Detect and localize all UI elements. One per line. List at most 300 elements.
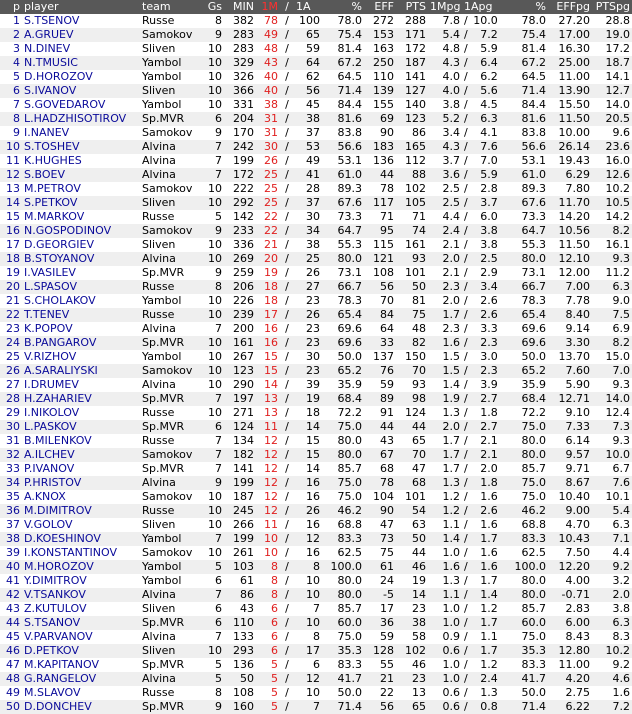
player-name[interactable]: I.KONSTANTINOV	[22, 546, 140, 560]
player-name[interactable]: M.HOROZOV	[22, 560, 140, 574]
points-per-game-cell: 9.3	[592, 434, 632, 448]
player-name[interactable]: M.PETROV	[22, 182, 140, 196]
points-per-game-cell: 14.2	[592, 210, 632, 224]
attempts-per-game-value: 2.4	[480, 672, 498, 685]
player-name[interactable]: S.TSENOV	[22, 14, 140, 28]
player-name[interactable]: I.NANEV	[22, 126, 140, 140]
header-made[interactable]: 1M	[256, 0, 280, 14]
slash-cell: /	[280, 602, 294, 616]
points-cell: 14	[396, 588, 428, 602]
points-cell: 171	[396, 28, 428, 42]
points-per-game-cell: 12.4	[592, 406, 632, 420]
points-per-game-cell: 9.3	[592, 378, 632, 392]
points-cell: 81	[396, 294, 428, 308]
slash-separator: /	[464, 238, 468, 251]
percent-2-cell: 83.3	[508, 658, 548, 672]
percent-cell: 65.2	[322, 364, 364, 378]
points-per-game-cell: 14.1	[592, 70, 632, 84]
made-cell: 10	[256, 546, 280, 560]
table-row	[0, 672, 632, 686]
attempts-cell: 53	[294, 140, 322, 154]
attempts-cell: 37	[294, 196, 322, 210]
player-name[interactable]: M.SLAVOV	[22, 686, 140, 700]
team-name: Sp.MVR	[140, 392, 198, 406]
points-cell: 23	[396, 602, 428, 616]
slash-separator: /	[464, 574, 468, 587]
points-per-game-cell: 10.1	[592, 490, 632, 504]
slash-separator: /	[464, 154, 468, 167]
percent-2-cell: 75.0	[508, 490, 548, 504]
points-cell: 19	[396, 574, 428, 588]
slash-cell: /	[280, 364, 294, 378]
made-cell: 12	[256, 476, 280, 490]
percent-cell: 50.0	[322, 350, 364, 364]
table-row	[0, 616, 632, 630]
header-attempts[interactable]: 1A	[294, 0, 322, 14]
efficiency-cell: 90	[364, 504, 396, 518]
table-row	[0, 574, 632, 588]
player-name[interactable]: N.TMUSIC	[22, 56, 140, 70]
points-cell: 172	[396, 42, 428, 56]
player-name[interactable]: L.HADZHISOTIROV	[22, 112, 140, 126]
points-cell: 123	[396, 112, 428, 126]
player-name[interactable]: S.TOSHEV	[22, 140, 140, 154]
efficiency-per-game-cell: 9.10	[548, 406, 592, 420]
minutes-cell: 50	[224, 672, 256, 686]
slash-cell: /	[280, 266, 294, 280]
rank-cell: 9	[0, 126, 22, 140]
points-per-game-cell: 18.7	[592, 56, 632, 70]
player-name[interactable]: A.KNOX	[22, 490, 140, 504]
rank-cell: 22	[0, 308, 22, 322]
rank-cell: 48	[0, 672, 22, 686]
points-cell: 23	[396, 672, 428, 686]
made-per-game-cell: 0.6	[428, 686, 462, 700]
player-name[interactable]: D.KOESHINOV	[22, 532, 140, 546]
percent-cell: 64.5	[322, 70, 364, 84]
made-per-game-cell: 2.0	[428, 252, 462, 266]
points-per-game-cell: 4.4	[592, 546, 632, 560]
rank-cell: 13	[0, 182, 22, 196]
points-cell: 54	[396, 504, 428, 518]
points-per-game-cell: 1.6	[592, 686, 632, 700]
slash-separator: /	[464, 126, 468, 139]
slash-cell: /	[280, 14, 294, 28]
games-cell: 10	[198, 546, 224, 560]
player-name[interactable]: B.STOYANOV	[22, 252, 140, 266]
rank-cell: 23	[0, 322, 22, 336]
attempts-per-game-value: 3.4	[480, 280, 498, 293]
attempts-per-game-value: 1.8	[480, 406, 498, 419]
player-name[interactable]: H.ZAHARIEV	[22, 392, 140, 406]
minutes-cell: 259	[224, 266, 256, 280]
attempts-per-game-cell	[462, 616, 508, 630]
minutes-cell: 336	[224, 238, 256, 252]
header-efficiency-per-game[interactable]: EFFpg	[548, 0, 592, 14]
table-row	[0, 14, 632, 28]
team-name: Yambol	[140, 98, 198, 112]
player-name[interactable]: S.BOEV	[22, 168, 140, 182]
games-cell: 10	[198, 490, 224, 504]
player-name[interactable]: V.TSANKOV	[22, 588, 140, 602]
minutes-cell: 160	[224, 700, 256, 714]
percent-cell: 41.7	[322, 672, 364, 686]
slash-separator: /	[464, 322, 468, 335]
minutes-cell: 239	[224, 308, 256, 322]
percent-2-cell: 62.5	[508, 546, 548, 560]
slash-cell: /	[280, 28, 294, 42]
slash-cell: /	[280, 70, 294, 84]
games-cell: 9	[198, 700, 224, 714]
attempts-per-game-value: 6.2	[480, 70, 498, 83]
points-per-game-cell: 11.2	[592, 266, 632, 280]
percent-2-cell: 80.0	[508, 588, 548, 602]
made-cell: 18	[256, 280, 280, 294]
efficiency-cell: 89	[364, 392, 396, 406]
attempts-per-game-cell	[462, 434, 508, 448]
table-row	[0, 602, 632, 616]
made-per-game-cell: 1.3	[428, 476, 462, 490]
efficiency-cell: 44	[364, 420, 396, 434]
attempts-cell: 26	[294, 308, 322, 322]
points-cell: 13	[396, 686, 428, 700]
efficiency-cell: 90	[364, 126, 396, 140]
player-name[interactable]: A.ILCHEV	[22, 448, 140, 462]
table-row	[0, 112, 632, 126]
efficiency-per-game-cell: 6.29	[548, 168, 592, 182]
points-per-game-cell: 3.8	[592, 602, 632, 616]
player-name[interactable]: M.MARKOV	[22, 210, 140, 224]
points-per-game-cell: 28.8	[592, 14, 632, 28]
header-made-per-game[interactable]: 1Mpg	[430, 0, 461, 13]
percent-cell: 50.0	[322, 686, 364, 700]
attempts-per-game-value: 2.1	[480, 448, 498, 461]
player-name[interactable]: I.DRUMEV	[22, 378, 140, 392]
percent-2-cell: 60.0	[508, 616, 548, 630]
rank-cell: 46	[0, 644, 22, 658]
attempts-cell: 27	[294, 280, 322, 294]
player-name[interactable]: S.TSANOV	[22, 616, 140, 630]
attempts-cell: 16	[294, 476, 322, 490]
rank-cell: 38	[0, 532, 22, 546]
efficiency-cell: 17	[364, 602, 396, 616]
rank-cell: 5	[0, 70, 22, 84]
table-row	[0, 686, 632, 700]
slash-separator: /	[464, 644, 468, 657]
made-cell: 19	[256, 266, 280, 280]
player-name[interactable]: S.CHOLAKOV	[22, 294, 140, 308]
attempts-cell: 10	[294, 616, 322, 630]
points-cell: 93	[396, 378, 428, 392]
attempts-per-game-cell	[462, 28, 508, 42]
player-name[interactable]: V.GOLOV	[22, 518, 140, 532]
table-row	[0, 210, 632, 224]
percent-cell: 35.9	[322, 378, 364, 392]
player-name[interactable]: N.GOSPODINOV	[22, 224, 140, 238]
made-per-game-cell: 1.1	[428, 588, 462, 602]
efficiency-per-game-cell: 7.60	[548, 364, 592, 378]
percent-cell: 73.3	[322, 210, 364, 224]
player-name[interactable]: I.VASILEV	[22, 266, 140, 280]
player-name[interactable]: L.PASKOV	[22, 420, 140, 434]
efficiency-per-game-cell: 7.78	[548, 294, 592, 308]
percent-2-cell: 41.7	[508, 672, 548, 686]
player-name[interactable]: P.HRISTOV	[22, 476, 140, 490]
player-name[interactable]: P.IVANOV	[22, 462, 140, 476]
player-name[interactable]: V.PARVANOV	[22, 630, 140, 644]
slash-cell: /	[280, 672, 294, 686]
percent-2-cell: 65.2	[508, 364, 548, 378]
team-name: Russe	[140, 280, 198, 294]
points-cell: 44	[396, 420, 428, 434]
header-games[interactable]: Gs	[198, 0, 224, 14]
team-name: Alvina	[140, 252, 198, 266]
attempts-per-game-cell	[462, 280, 508, 294]
percent-2-cell: 68.4	[508, 392, 548, 406]
points-per-game-cell: 7.0	[592, 364, 632, 378]
rank-cell: 15	[0, 210, 22, 224]
slash-cell: /	[280, 350, 294, 364]
header-minutes[interactable]: MIN	[224, 0, 256, 14]
games-cell: 9	[198, 476, 224, 490]
player-name[interactable]: Z.KUTULOV	[22, 602, 140, 616]
games-cell: 7	[198, 462, 224, 476]
minutes-cell: 86	[224, 588, 256, 602]
team-name: Sliven	[140, 84, 198, 98]
team-name: Alvina	[140, 140, 198, 154]
attempts-per-game-cell	[462, 672, 508, 686]
player-name[interactable]: B.MILENKOV	[22, 434, 140, 448]
efficiency-per-game-cell: 10.00	[548, 126, 592, 140]
made-per-game-cell: 4.4	[428, 210, 462, 224]
points-per-game-cell: 6.3	[592, 616, 632, 630]
made-per-game-cell: 1.0	[428, 672, 462, 686]
player-name[interactable]: T.TENEV	[22, 308, 140, 322]
points-per-game-cell: 9.6	[592, 126, 632, 140]
games-cell: 5	[198, 210, 224, 224]
team-name: Russe	[140, 434, 198, 448]
efficiency-cell: 84	[364, 308, 396, 322]
made-cell: 6	[256, 602, 280, 616]
player-name[interactable]: D.DONCHEV	[22, 700, 140, 714]
points-cell: 58	[396, 630, 428, 644]
made-per-game-cell: 5.2	[428, 112, 462, 126]
percent-2-cell: 75.0	[508, 630, 548, 644]
attempts-per-game-value: 3.8	[480, 224, 498, 237]
player-name[interactable]: S.IVANOV	[22, 84, 140, 98]
minutes-cell: 245	[224, 504, 256, 518]
slash-separator: /	[464, 280, 468, 293]
player-name[interactable]: A.SARALIYSKI	[22, 364, 140, 378]
attempts-per-game-cell	[462, 182, 508, 196]
team-name: Samokov	[140, 224, 198, 238]
efficiency-per-game-cell: 4.00	[548, 574, 592, 588]
points-per-game-cell: 14.0	[592, 98, 632, 112]
table-row	[0, 588, 632, 602]
rank-cell: 27	[0, 378, 22, 392]
points-per-game-cell: 20.5	[592, 112, 632, 126]
player-name[interactable]: D.HOROZOV	[22, 70, 140, 84]
percent-2-cell: 75.0	[508, 476, 548, 490]
made-per-game-cell: 0.9	[428, 630, 462, 644]
percent-cell: 75.0	[322, 420, 364, 434]
player-name[interactable]: L.SPASOV	[22, 280, 140, 294]
attempts-cell: 64	[294, 56, 322, 70]
efficiency-per-game-cell: 11.50	[548, 238, 592, 252]
attempts-per-game-value: 1.7	[480, 532, 498, 545]
header-efficiency[interactable]: EFF	[364, 0, 396, 14]
table-row	[0, 56, 632, 70]
table-body	[0, 14, 632, 714]
points-per-game-cell: 7.1	[592, 532, 632, 546]
made-cell: 25	[256, 182, 280, 196]
points-per-game-cell: 8.3	[592, 630, 632, 644]
player-name[interactable]: M.DIMITROV	[22, 504, 140, 518]
percent-2-cell: 46.2	[508, 504, 548, 518]
player-name[interactable]: Y.DIMITROV	[22, 574, 140, 588]
points-per-game-cell: 23.6	[592, 140, 632, 154]
percent-cell: 56.6	[322, 140, 364, 154]
games-cell: 7	[198, 588, 224, 602]
percent-2-cell: 75.4	[508, 28, 548, 42]
minutes-cell: 233	[224, 224, 256, 238]
made-cell: 5	[256, 686, 280, 700]
slash-cell: /	[280, 490, 294, 504]
efficiency-per-game-cell: 9.71	[548, 462, 592, 476]
team-name: Sliven	[140, 196, 198, 210]
made-cell: 30	[256, 140, 280, 154]
player-name[interactable]: M.KAPITANOV	[22, 658, 140, 672]
efficiency-cell: -5	[364, 588, 396, 602]
player-name[interactable]: V.RIZHOV	[22, 350, 140, 364]
header-points[interactable]: PTS	[396, 0, 428, 14]
efficiency-per-game-cell: 6.22	[548, 700, 592, 714]
player-name[interactable]: I.NIKOLOV	[22, 406, 140, 420]
header-attempts-per-game[interactable]: 1Apg	[462, 0, 508, 14]
attempts-cell: 14	[294, 462, 322, 476]
header-points-per-game[interactable]: PTSpg	[592, 0, 632, 14]
team-name: Sliven	[140, 518, 198, 532]
team-name: Yambol	[140, 350, 198, 364]
attempts-per-game-cell	[462, 518, 508, 532]
attempts-cell: 26	[294, 266, 322, 280]
slash-separator: /	[464, 28, 468, 41]
efficiency-per-game-cell: 7.80	[548, 182, 592, 196]
percent-2-cell: 67.6	[508, 196, 548, 210]
percent-2-cell: 71.4	[508, 84, 548, 98]
attempts-per-game-value: 2.8	[480, 182, 498, 195]
table-row	[0, 294, 632, 308]
team-name: Sp.MVR	[140, 700, 198, 714]
player-name[interactable]: D.GEORGIEV	[22, 238, 140, 252]
minutes-cell: 108	[224, 686, 256, 700]
percent-2-cell: 81.4	[508, 42, 548, 56]
player-name[interactable]: N.DINEV	[22, 42, 140, 56]
percent-2-cell: 69.6	[508, 336, 548, 350]
attempts-per-game-cell	[462, 210, 508, 224]
attempts-cell: 19	[294, 392, 322, 406]
slash-separator: /	[464, 532, 468, 545]
points-per-game-cell: 8.2	[592, 224, 632, 238]
percent-2-cell: 68.8	[508, 518, 548, 532]
team-name: Sp.MVR	[140, 266, 198, 280]
percent-cell: 67.2	[322, 56, 364, 70]
rank-cell: 36	[0, 504, 22, 518]
table-header-row	[0, 0, 632, 14]
attempts-per-game-value: 3.0	[480, 350, 498, 363]
made-per-game-cell: 1.3	[428, 406, 462, 420]
points-cell: 82	[396, 336, 428, 350]
player-name[interactable]: A.GRUEV	[22, 28, 140, 42]
made-per-game-cell: 2.0	[428, 294, 462, 308]
made-cell: 12	[256, 462, 280, 476]
efficiency-per-game-cell: 5.90	[548, 378, 592, 392]
efficiency-per-game-cell: -0.71	[548, 588, 592, 602]
games-cell: 10	[198, 644, 224, 658]
attempts-per-game-value: 0.8	[480, 700, 498, 713]
header-slash: /	[280, 0, 294, 14]
made-per-game-cell: 1.7	[428, 434, 462, 448]
minutes-cell: 326	[224, 70, 256, 84]
efficiency-cell: 36	[364, 616, 396, 630]
efficiency-cell: 95	[364, 224, 396, 238]
table-row	[0, 322, 632, 336]
table-row	[0, 490, 632, 504]
player-name[interactable]: S.GOVEDAROV	[22, 98, 140, 112]
player-name[interactable]: B.PANGAROV	[22, 336, 140, 350]
points-per-game-cell: 10.2	[592, 182, 632, 196]
slash-cell: /	[280, 406, 294, 420]
header-percent-2[interactable]: %	[508, 0, 548, 14]
player-name[interactable]: K.HUGHES	[22, 154, 140, 168]
made-cell: 6	[256, 644, 280, 658]
table-row	[0, 224, 632, 238]
made-cell: 17	[256, 308, 280, 322]
slash-separator: /	[464, 616, 468, 629]
player-name[interactable]: K.POPOV	[22, 322, 140, 336]
made-per-game-cell: 1.5	[428, 364, 462, 378]
attempts-cell: 30	[294, 350, 322, 364]
percent-2-cell: 83.3	[508, 532, 548, 546]
percent-cell: 81.4	[322, 42, 364, 56]
header-rank[interactable]: p	[0, 0, 22, 14]
percent-cell: 83.3	[322, 532, 364, 546]
efficiency-cell: 117	[364, 196, 396, 210]
points-per-game-cell: 7.6	[592, 476, 632, 490]
efficiency-cell: 59	[364, 630, 396, 644]
efficiency-cell: 56	[364, 280, 396, 294]
header-team[interactable]: team	[140, 0, 198, 14]
percent-2-cell: 65.4	[508, 308, 548, 322]
efficiency-per-game-cell: 7.50	[548, 546, 592, 560]
slash-cell: /	[280, 686, 294, 700]
made-per-game-cell: 1.0	[428, 602, 462, 616]
player-name[interactable]: D.PETKOV	[22, 644, 140, 658]
player-name[interactable]: G.RANGELOV	[22, 672, 140, 686]
header-player[interactable]: player	[22, 0, 140, 14]
minutes-cell: 329	[224, 56, 256, 70]
header-percent[interactable]: %	[322, 0, 364, 14]
rank-cell: 26	[0, 364, 22, 378]
percent-2-cell: 85.7	[508, 462, 548, 476]
table-row	[0, 126, 632, 140]
points-per-game-cell: 12.6	[592, 168, 632, 182]
attempts-cell: 25	[294, 252, 322, 266]
percent-cell: 66.7	[322, 280, 364, 294]
slash-cell: /	[280, 588, 294, 602]
player-name[interactable]: S.PETKOV	[22, 196, 140, 210]
efficiency-cell: 73	[364, 532, 396, 546]
